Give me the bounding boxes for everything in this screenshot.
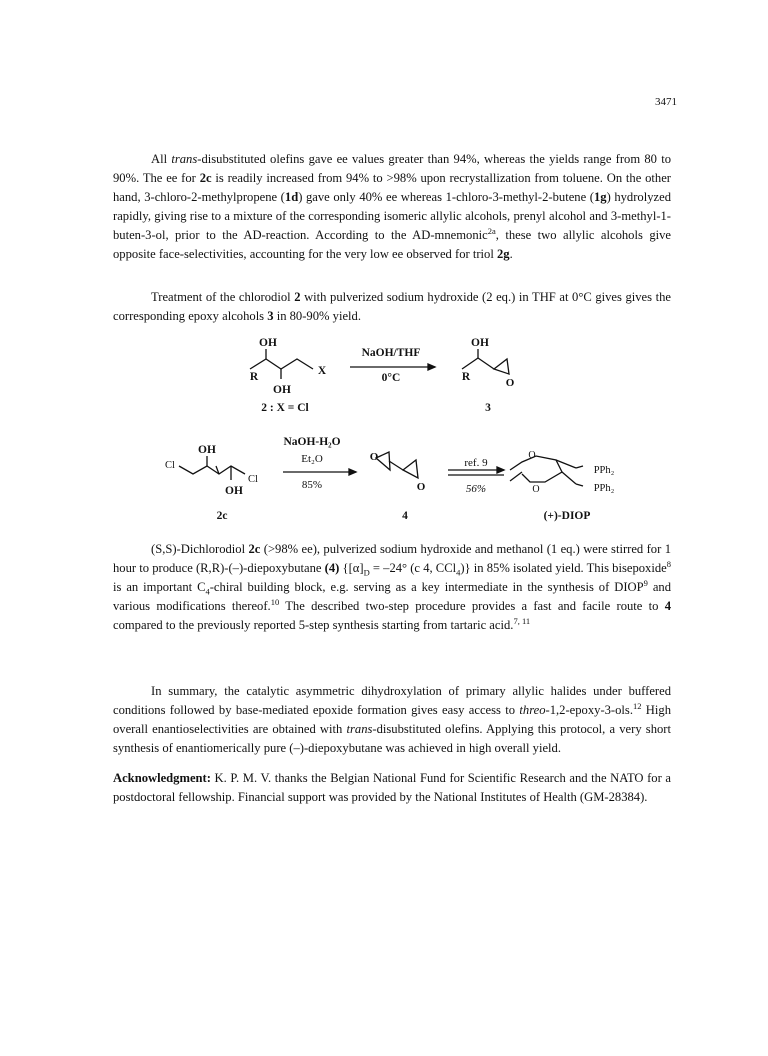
diop-pph2-bottom: PPh₂: [593, 483, 615, 494]
acknowledgment-heading: Acknowledgment:: [113, 771, 211, 785]
diop-pph2-top: PPh₂: [593, 465, 615, 476]
product-3-label: 3: [485, 402, 491, 414]
yield-85: 85%: [301, 479, 323, 491]
reagent-naoh-h2o: NaOH-H₂O: [283, 436, 341, 448]
paragraph-acknowledgment: Acknowledgment: K. P. M. V. thanks the Belgian National Fund for Scientific Research and the NATO for a postdoctoral fellowship. Financial support was provided by the National Institutes of Health (GM-28384).: [113, 771, 671, 804]
diepoxide-o-right: O: [416, 481, 426, 493]
yield-56: 56%: [465, 483, 487, 495]
reagent-et2o: Et₂O: [301, 453, 323, 465]
page-number: 3471: [655, 96, 677, 108]
substrate-2-backbone: [250, 359, 313, 369]
diop-o-top: O: [528, 450, 536, 461]
paragraph-chlorodiol-treatment: Treatment of the chlorodiol 2 with pulverized sodium hydroxide (2 eq.) in THF at 0°C gives gives the corresponding epoxy alcohols 3 in 80-90% yield.: [113, 290, 671, 323]
dichlorodiol-2c-backbone: [179, 466, 245, 474]
dichlorodiol-oh-bottom: OH: [225, 485, 243, 497]
dichlorodiol-cl-left: Cl: [165, 460, 175, 471]
product-3-r: R: [461, 371, 471, 383]
ref-9-label: ref. 9: [464, 457, 488, 469]
epoxide-ring-right: [403, 460, 418, 478]
diepoxide-o-left: O: [369, 451, 379, 463]
substrate-2-oh-bottom: OH: [273, 384, 291, 396]
substrate-2-oh-top: OH: [259, 337, 277, 349]
substrate-2-label: 2 : X = Cl: [261, 402, 309, 414]
dichlorodiol-oh-top: OH: [198, 444, 216, 456]
diepoxide-label: 4: [402, 510, 408, 522]
paragraph-diepoxybutane: (S,S)-Dichlorodiol 2c (>98% ee), pulverized sodium hydroxide and methanol (1 eq.) were stirred for 1 hour to produce (R,R)-(–)-diepoxybutane (4) {$[\alpha]_D = -24^\circ$ (c 4, CCl$_4$)} in 85% isolated yield. This bisepoxide$^8$ is an important $C_4$-chiral building block, e.g. serving as a key intermediate in the synthesis of DIOP$^9$ and various modifications thereof.$^{10}$ The described two-step procedure provides a fast and facile route to 4 compared to the previously reported 5-step synthesis starting from tartaric acid.$^{7, 11}$: [113, 542, 672, 632]
epoxide-ring-3: [494, 359, 509, 374]
product-3-o: O: [505, 377, 515, 389]
reagent-naoh-thf: NaOH/THF: [361, 347, 421, 359]
reagent-temperature: 0°C: [381, 372, 401, 384]
diop-label: (+)-DIOP: [543, 510, 591, 522]
diop-o-bottom: O: [532, 484, 540, 495]
product-3-backbone: [462, 358, 494, 369]
paragraph-summary: In summary, the catalytic asymmetric dihydroxylation of primary allylic halides under buffered conditions followed by base-mediated epoxide formation gives easy access to threo-1,2-epoxy-3-ols.$^{12}$ High overall enantioselectivities are obtained with trans-disubstituted olefins. Applying this protocol, a very short synthesis of enantiomerically pure (–)-diepoxybutane was achieved in high overall yield.: [113, 684, 671, 755]
paragraph-trans-olefins: All trans-disubstituted olefins gave ee values greater than 94%, whereas the yields range from 80 to 90%. The ee for 2c is readily increased from 94% to >98% upon recrystallization from toluene. On the other hand, 3-chloro-2-methylpropene (1d) gave only 40% ee whereas 1-chloro-3-methyl-2-butene (1g) hydrolyzed rapidly, giving rise to a mixture of the corresponding isomeric allylic alcohols, prenyl alcohol and 3-methyl-1-buten-3-ol, prior to the AD-reaction. According to the AD-mnemonic$^{2a}$, these two allylic alcohols give opposite face-selectivities, accounting for the very low ee observed for triol 2g.: [113, 152, 672, 261]
dichlorodiol-cl-right: Cl: [248, 474, 258, 485]
substrate-2-r: R: [249, 371, 259, 383]
diop-skeleton: [510, 456, 562, 482]
dichlorodiol-label: 2c: [216, 510, 228, 522]
product-3-oh: OH: [471, 337, 489, 349]
substrate-2-x: X: [317, 365, 327, 377]
